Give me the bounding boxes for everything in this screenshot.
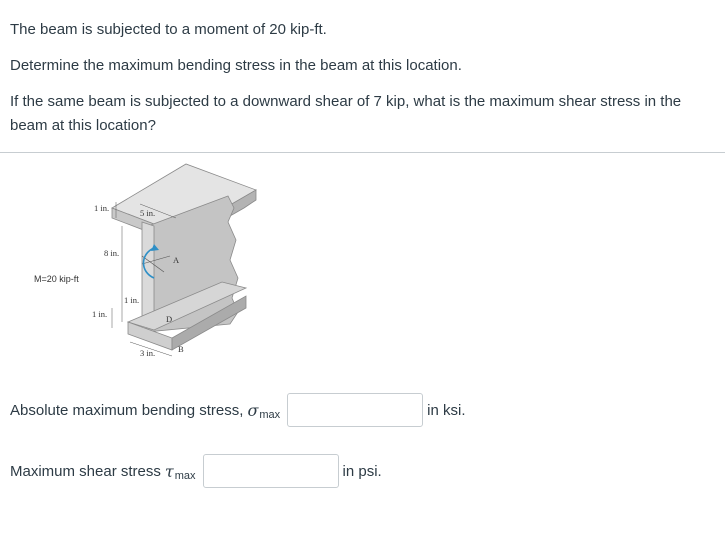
sigma-symbol: σ: [247, 400, 259, 420]
beam-figure: [30, 160, 270, 370]
point-a-label: A: [173, 255, 180, 265]
sigma-subscript: max: [259, 409, 281, 421]
shear-stress-input[interactable]: [203, 454, 339, 488]
moment-label: M=20 kip-ft: [34, 274, 79, 284]
divider: [0, 152, 725, 153]
dim-web-thickness-label: 1 in.: [124, 295, 140, 305]
dim-web-height-label: 8 in.: [104, 248, 120, 258]
problem-statement-shear: If the same beam is subjected to a downward shear of 7 kip, what is the maximum shear stress in the beam at this location?: [10, 93, 682, 134]
bending-stress-label: Absolute maximum bending stress,: [10, 401, 244, 419]
dim-bottom-width-label: 3 in.: [140, 348, 156, 358]
dim-bottom-flange-label: 1 in.: [92, 309, 108, 319]
bending-stress-row: [10, 393, 465, 427]
point-b-label: B: [178, 344, 184, 354]
problem-statement-bending: Determine the maximum bending stress in the beam at this location.: [10, 57, 462, 74]
bending-stress-input[interactable]: [287, 393, 423, 427]
beam-illustration: [30, 160, 270, 370]
point-d-label: D: [166, 314, 173, 324]
shear-stress-label: Maximum shear stress: [10, 462, 161, 480]
tau-subscript: max: [174, 470, 196, 482]
problem-statement-moment: The beam is subjected to a moment of 20 kip-ft.: [10, 21, 327, 38]
shear-stress-unit: in psi.: [342, 462, 382, 480]
bending-stress-unit: in ksi.: [427, 401, 466, 419]
tau-symbol: τ: [164, 461, 174, 481]
dim-top-flange-label: 1 in.: [94, 203, 110, 213]
shear-stress-row: [10, 454, 382, 488]
dim-flange-width-label: 5 in.: [140, 208, 156, 218]
